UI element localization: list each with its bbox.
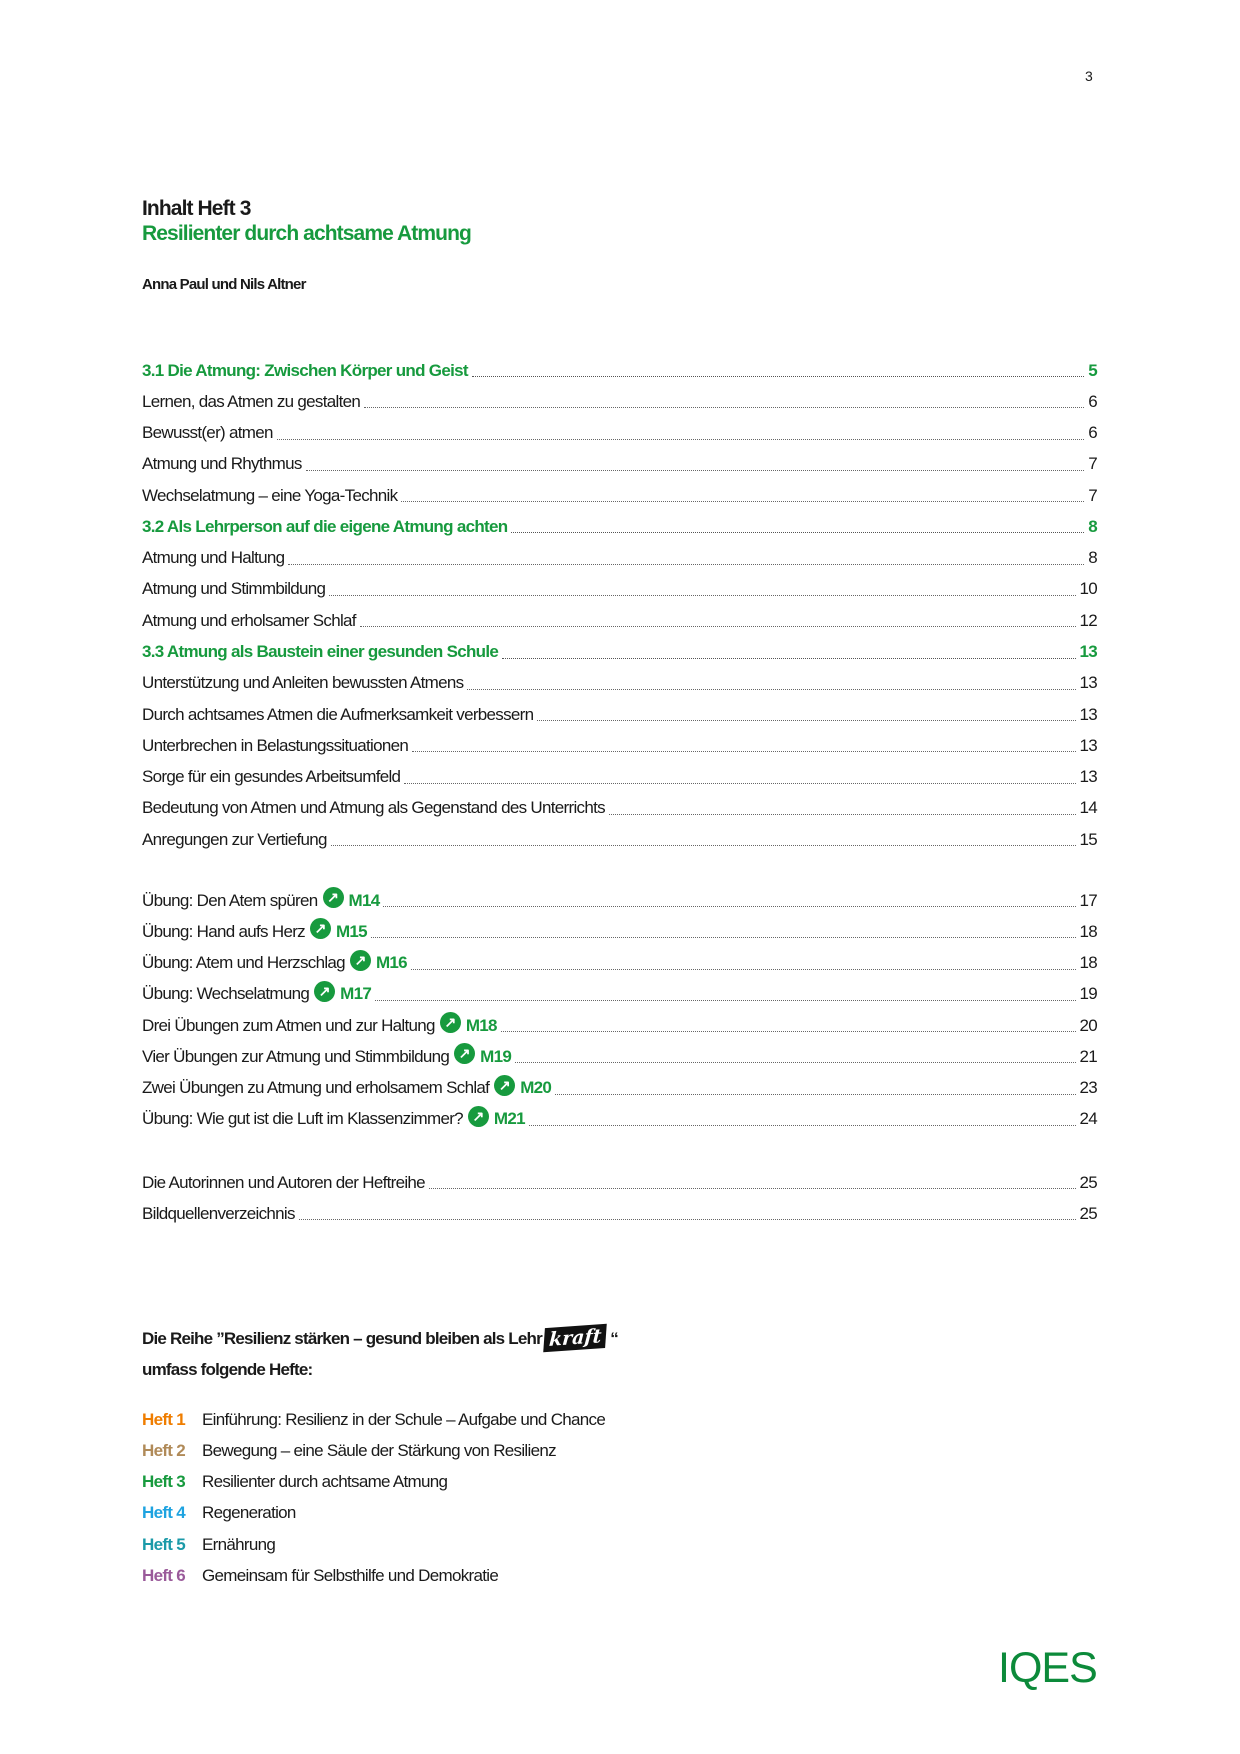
toc-section-row[interactable] bbox=[142, 355, 1097, 386]
booklet-label: Heft 2 bbox=[142, 1440, 186, 1460]
booklet-title: Resilienter durch achtsame Atmung bbox=[202, 1472, 448, 1492]
toc-page-number: 25 bbox=[1079, 1203, 1097, 1223]
dot-leader bbox=[371, 937, 1077, 938]
toc-entry-label: Atmung und Haltung bbox=[142, 548, 285, 568]
toc-entry-label: Anregungen zur Vertiefung bbox=[142, 829, 327, 849]
dot-leader bbox=[429, 1188, 1077, 1189]
arrow-up-right-circle-icon[interactable]: ↗ bbox=[440, 1012, 461, 1033]
material-reference[interactable]: M21 bbox=[493, 1109, 525, 1129]
toc-section-row[interactable] bbox=[142, 511, 1097, 542]
dot-leader bbox=[331, 845, 1077, 846]
dot-leader bbox=[329, 595, 1076, 596]
arrow-up-right-circle-icon[interactable]: ↗ bbox=[314, 981, 335, 1002]
toc-row[interactable] bbox=[142, 793, 1097, 824]
toc-page-number: 5 bbox=[1088, 360, 1097, 380]
dot-leader bbox=[609, 814, 1077, 815]
booklet-subtitle: Resilienter durch achtsame Atmung bbox=[142, 222, 471, 245]
toc-row[interactable] bbox=[142, 916, 1097, 947]
toc-entry-label: Drei Übungen zum Atmen und zur Haltung bbox=[142, 1015, 435, 1035]
toc-page-number: 10 bbox=[1079, 579, 1097, 599]
dot-leader bbox=[404, 783, 1076, 784]
dot-leader bbox=[472, 376, 1084, 377]
booklet-item bbox=[142, 1529, 605, 1560]
material-reference[interactable]: M15 bbox=[335, 921, 367, 941]
dot-leader bbox=[467, 689, 1076, 690]
toc-page-number: 18 bbox=[1079, 953, 1097, 973]
toc-row[interactable] bbox=[142, 543, 1097, 574]
toc-page-number: 23 bbox=[1079, 1078, 1097, 1098]
toc-row[interactable] bbox=[142, 480, 1097, 511]
series-line1: Die Reihe ”Resilienz stärken – gesund bleiben als Lehr bbox=[142, 1329, 542, 1348]
toc-entry-label: Übung: Hand aufs Herz bbox=[142, 921, 305, 941]
toc-entry-label: Wechselatmung – eine Yoga-Technik bbox=[142, 485, 398, 505]
material-reference[interactable]: M18 bbox=[465, 1015, 497, 1035]
toc-row[interactable] bbox=[142, 605, 1097, 636]
toc-page-number: 21 bbox=[1079, 1046, 1097, 1066]
arrow-up-right-circle-icon[interactable]: ↗ bbox=[454, 1043, 475, 1064]
dot-leader bbox=[411, 969, 1077, 970]
series-line2: umfass folgende Hefte: bbox=[142, 1360, 313, 1379]
toc-row[interactable] bbox=[142, 1010, 1097, 1041]
dot-leader bbox=[412, 751, 1076, 752]
toc-entry-label: 3.3 Atmung als Baustein einer gesunden Schule bbox=[142, 642, 499, 662]
booklet-label: Heft 3 bbox=[142, 1472, 186, 1492]
booklet-item bbox=[142, 1498, 605, 1529]
booklet-title: Regeneration bbox=[202, 1503, 296, 1523]
toc-entry-label: Bedeutung von Atmen und Atmung als Gegenstand des Unterrichts bbox=[142, 798, 605, 818]
toc-row[interactable] bbox=[142, 1198, 1097, 1229]
toc-page-number: 13 bbox=[1079, 767, 1097, 787]
toc-entry-label: Bewusst(er) atmen bbox=[142, 423, 273, 443]
dot-leader bbox=[537, 720, 1076, 721]
toc-page-number: 7 bbox=[1088, 485, 1097, 505]
dot-leader bbox=[299, 1219, 1077, 1220]
material-reference[interactable]: M20 bbox=[520, 1078, 552, 1098]
booklet-item bbox=[142, 1404, 605, 1435]
toc-entry-label: Übung: Den Atem spüren bbox=[142, 890, 318, 910]
toc-row[interactable] bbox=[142, 418, 1097, 449]
dot-leader bbox=[288, 564, 1084, 565]
booklet-label: Heft 5 bbox=[142, 1534, 186, 1554]
authors: Anna Paul und Nils Altner bbox=[142, 276, 306, 293]
toc-page-number: 13 bbox=[1079, 704, 1097, 724]
dot-leader bbox=[277, 439, 1084, 440]
toc-page-number: 13 bbox=[1079, 673, 1097, 693]
toc-row[interactable] bbox=[142, 885, 1097, 916]
material-reference[interactable]: M14 bbox=[348, 890, 380, 910]
iqes-logo: IQES bbox=[998, 1644, 1097, 1692]
toc-entry-label: Sorge für ein gesundes Arbeitsumfeld bbox=[142, 767, 401, 787]
page-title bbox=[142, 196, 471, 246]
toc-row[interactable] bbox=[142, 1041, 1097, 1072]
arrow-up-right-circle-icon[interactable]: ↗ bbox=[323, 887, 344, 908]
toc-page-number: 8 bbox=[1088, 516, 1097, 536]
toc-entry-label: Vier Übungen zur Atmung und Stimmbildung bbox=[142, 1046, 450, 1066]
material-reference[interactable]: M19 bbox=[480, 1046, 512, 1066]
booklet-label: Heft 4 bbox=[142, 1503, 186, 1523]
material-reference[interactable]: M17 bbox=[340, 984, 372, 1004]
booklet-item bbox=[142, 1560, 605, 1591]
toc-page-number: 18 bbox=[1079, 921, 1097, 941]
toc-page-number: 14 bbox=[1079, 798, 1097, 818]
toc-row[interactable] bbox=[142, 824, 1097, 855]
dot-leader bbox=[364, 407, 1084, 408]
toc-page-number: 24 bbox=[1079, 1109, 1097, 1129]
toc-entry-label: Atmung und erholsamer Schlaf bbox=[142, 610, 356, 630]
dot-leader bbox=[529, 1125, 1077, 1126]
page-number: 3 bbox=[1085, 68, 1093, 84]
booklet-label: Heft 1 bbox=[142, 1409, 186, 1429]
dot-leader bbox=[401, 501, 1084, 502]
toc-row[interactable] bbox=[142, 386, 1097, 417]
toc-page-number: 13 bbox=[1079, 735, 1097, 755]
toc-entry-label: Zwei Übungen zu Atmung und erholsamem Schlaf bbox=[142, 1078, 490, 1098]
booklet-title: Inhalt Heft 3 bbox=[142, 197, 251, 220]
toc-page-number: 8 bbox=[1088, 548, 1097, 568]
toc-row[interactable] bbox=[142, 668, 1097, 699]
dot-leader bbox=[501, 1031, 1077, 1032]
toc-row[interactable] bbox=[142, 574, 1097, 605]
toc-entry-label: Atmung und Stimmbildung bbox=[142, 579, 326, 599]
dot-leader bbox=[502, 658, 1076, 659]
booklet-item bbox=[142, 1467, 605, 1498]
toc-row[interactable] bbox=[142, 730, 1097, 761]
kraft-logo: kraft bbox=[543, 1324, 607, 1353]
dot-leader bbox=[555, 1094, 1076, 1095]
booklet-title: Gemeinsam für Selbsthilfe und Demokratie bbox=[202, 1565, 499, 1585]
arrow-up-right-circle-icon[interactable]: ↗ bbox=[350, 950, 371, 971]
exercise-list bbox=[142, 885, 1097, 1135]
material-reference[interactable]: M16 bbox=[375, 953, 407, 973]
toc-row[interactable] bbox=[142, 761, 1097, 792]
toc-entry-label: Durch achtsames Atmen die Aufmerksamkeit verbessern bbox=[142, 704, 534, 724]
toc-entry-label: Bildquellenverzeichnis bbox=[142, 1203, 295, 1223]
booklet-label: Heft 6 bbox=[142, 1565, 186, 1585]
arrow-up-right-circle-icon[interactable]: ↗ bbox=[468, 1106, 489, 1127]
toc-row[interactable] bbox=[142, 1104, 1097, 1135]
arrow-up-right-circle-icon[interactable]: ↗ bbox=[310, 918, 331, 939]
table-of-contents bbox=[142, 355, 1097, 855]
toc-row[interactable] bbox=[142, 979, 1097, 1010]
toc-page-number: 6 bbox=[1088, 423, 1097, 443]
toc-entry-label: Unterstützung und Anleiten bewussten Atmens bbox=[142, 673, 464, 693]
toc-row[interactable] bbox=[142, 449, 1097, 480]
toc-entry-label: 3.1 Die Atmung: Zwischen Körper und Geist bbox=[142, 360, 468, 380]
booklet-list bbox=[142, 1404, 605, 1592]
dot-leader bbox=[515, 1062, 1076, 1063]
toc-row[interactable] bbox=[142, 1167, 1097, 1198]
booklet-title: Bewegung – eine Säule der Stärkung von Resilienz bbox=[202, 1440, 556, 1460]
booklet-title: Ernährung bbox=[202, 1534, 276, 1554]
toc-page-number: 13 bbox=[1079, 642, 1097, 662]
toc-page-number: 17 bbox=[1079, 890, 1097, 910]
toc-entry-label: 3.2 Als Lehrperson auf die eigene Atmung achten bbox=[142, 516, 508, 536]
appendix-list bbox=[142, 1167, 1097, 1230]
toc-page-number: 6 bbox=[1088, 391, 1097, 411]
toc-entry-label: Atmung und Rhythmus bbox=[142, 454, 302, 474]
toc-page-number: 19 bbox=[1079, 984, 1097, 1004]
toc-entry-label: Die Autorinnen und Autoren der Heftreihe bbox=[142, 1172, 425, 1192]
arrow-up-right-circle-icon[interactable]: ↗ bbox=[494, 1075, 515, 1096]
toc-entry-label: Lernen, das Atmen zu gestalten bbox=[142, 391, 361, 411]
dot-leader bbox=[375, 1000, 1076, 1001]
toc-page-number: 12 bbox=[1079, 610, 1097, 630]
toc-entry-label: Übung: Wechselatmung bbox=[142, 984, 310, 1004]
dot-leader bbox=[306, 470, 1084, 471]
toc-entry-label: Übung: Atem und Herzschlag bbox=[142, 953, 345, 973]
booklet-title: Einführung: Resilienz in der Schule – Aufgabe und Chance bbox=[202, 1409, 606, 1429]
toc-page-number: 25 bbox=[1079, 1172, 1097, 1192]
dot-leader bbox=[511, 532, 1084, 533]
toc-row[interactable] bbox=[142, 948, 1097, 979]
toc-entry-label: Übung: Wie gut ist die Luft im Klassenzimmer? bbox=[142, 1109, 463, 1129]
toc-page-number: 15 bbox=[1079, 829, 1097, 849]
dot-leader bbox=[360, 626, 1077, 627]
toc-entry-label: Unterbrechen in Belastungssituationen bbox=[142, 735, 409, 755]
toc-page-number: 20 bbox=[1079, 1015, 1097, 1035]
toc-section-row[interactable] bbox=[142, 636, 1097, 667]
close-quote: “ bbox=[610, 1329, 618, 1348]
toc-row[interactable] bbox=[142, 699, 1097, 730]
toc-page-number: 7 bbox=[1088, 454, 1097, 474]
dot-leader bbox=[383, 906, 1076, 907]
booklet-item bbox=[142, 1435, 605, 1466]
toc-row[interactable] bbox=[142, 1073, 1097, 1104]
series-intro bbox=[142, 1323, 618, 1385]
